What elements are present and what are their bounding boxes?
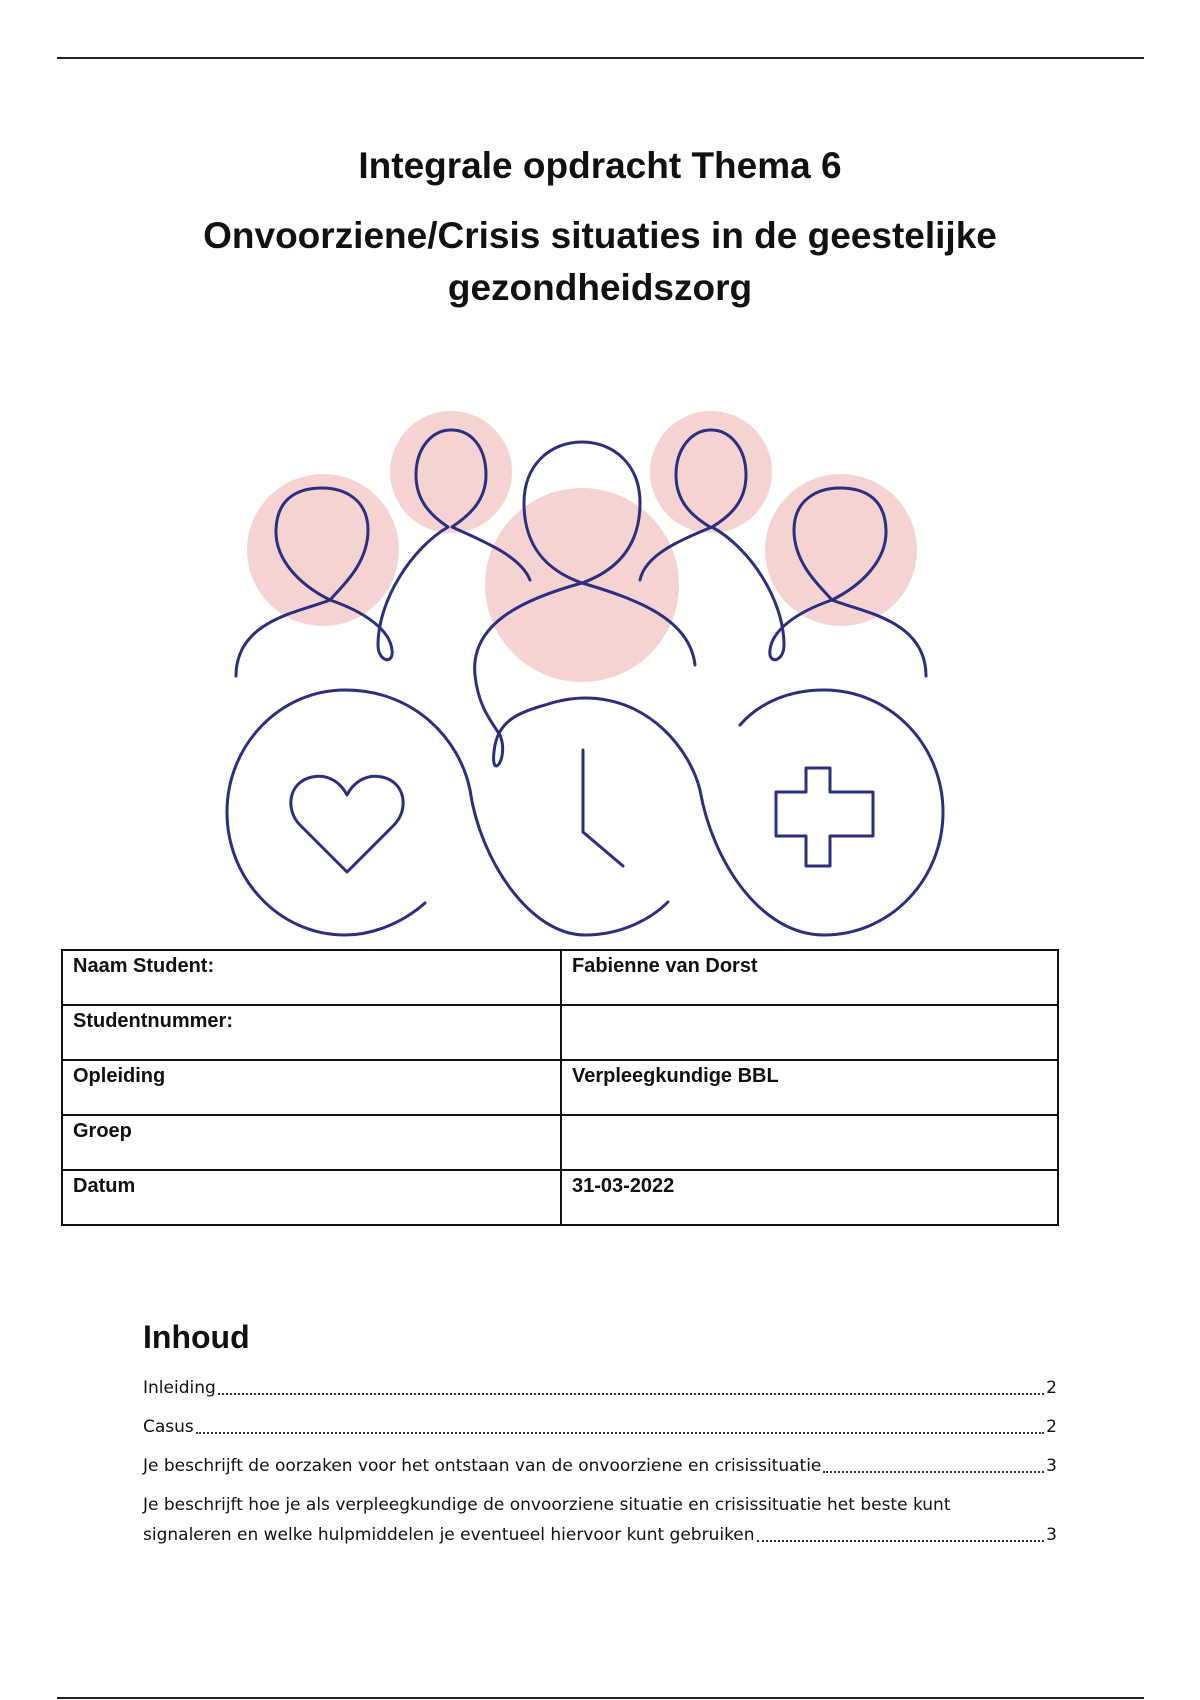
toc-entry-page: 3 xyxy=(1046,1456,1057,1476)
toc-leader xyxy=(757,1540,1045,1542)
background-circles xyxy=(247,411,917,682)
toc-entry[interactable] xyxy=(143,1490,1057,1550)
table-cell-label: Naam Student: xyxy=(62,950,561,1005)
toc-entry[interactable] xyxy=(143,1412,1057,1442)
background-circle xyxy=(485,488,679,682)
toc-heading: Inhoud xyxy=(143,1319,250,1355)
header-rule xyxy=(57,57,1144,59)
toc-entry-text: Casus xyxy=(143,1417,194,1437)
toc-leader xyxy=(823,1471,1044,1473)
toc-entry-page: 2 xyxy=(1046,1417,1057,1437)
toc-entry-text: Inleiding xyxy=(143,1378,216,1398)
wave-circles xyxy=(227,690,943,935)
toc-leader xyxy=(196,1432,1044,1434)
table-row xyxy=(62,1115,1058,1170)
table-cell-label: Datum xyxy=(62,1170,561,1225)
medical-cross-icon xyxy=(776,768,873,866)
toc-entry[interactable] xyxy=(143,1451,1057,1481)
table-cell-label: Opleiding xyxy=(62,1060,561,1115)
table-cell-value xyxy=(561,1115,1058,1170)
toc-leader xyxy=(218,1393,1044,1395)
toc-entry-page: 2 xyxy=(1046,1378,1057,1398)
toc-entry-text-line1: Je beschrijft hoe je als verpleegkundige de onvoorziene situatie en crisissituatie het beste kunt xyxy=(143,1495,951,1515)
document-title: Integrale opdracht Thema 6 xyxy=(358,145,842,186)
table-cell-value: Verpleegkundige BBL xyxy=(561,1060,1058,1115)
table-cell-value xyxy=(561,1005,1058,1060)
toc-entry-text: Je beschrijft de oorzaken voor het ontstaan van de onvoorziene en crisissituatie xyxy=(143,1456,822,1476)
table-row xyxy=(62,950,1058,1005)
toc-entry-text-line2: signaleren en welke hulpmiddelen je eventueel hiervoor kunt gebruiken xyxy=(143,1525,755,1545)
table-row xyxy=(62,1170,1058,1225)
table-cell-value: 31-03-2022 xyxy=(561,1170,1058,1225)
student-info-table xyxy=(61,949,1059,1226)
healthcare-illustration xyxy=(0,395,1200,950)
document-subtitle: Onvoorziene/Crisis situaties in de geestelijke gezondheidszorg xyxy=(203,215,997,308)
heart-icon xyxy=(291,776,403,872)
table-of-contents xyxy=(143,1373,1057,1559)
footer-rule xyxy=(57,1697,1144,1699)
toc-entry[interactable] xyxy=(143,1373,1057,1403)
table-cell-label: Studentnummer: xyxy=(62,1005,561,1060)
table-cell-value: Fabienne van Dorst xyxy=(561,950,1058,1005)
table-row xyxy=(62,1060,1058,1115)
toc-entry-page: 3 xyxy=(1046,1525,1057,1545)
table-row xyxy=(62,1005,1058,1060)
clock-icon xyxy=(583,750,623,866)
table-cell-label: Groep xyxy=(62,1115,561,1170)
